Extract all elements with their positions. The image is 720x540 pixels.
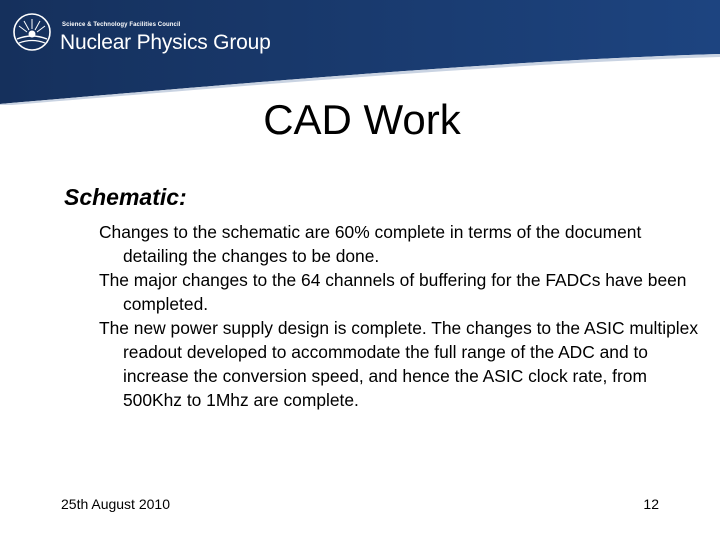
page-number: 12 bbox=[643, 496, 659, 512]
section-heading: Schematic: bbox=[64, 184, 187, 210]
footer-date: 25th August 2010 bbox=[61, 496, 170, 512]
bullet-item: The new power supply design is complete. The changes to the ASIC multiplex readout developed to accommodate the full range of the ADC and to increase the conversion speed, and hence the ASIC clock rate, from 500Khz to 1Mhz are complete. bbox=[99, 318, 699, 410]
header-banner bbox=[0, 0, 720, 105]
slide-title: CAD Work bbox=[263, 96, 461, 143]
bullet-item: The major changes to the 64 channels of buffering for the FADCs have been completed. bbox=[99, 270, 687, 314]
bullet-item: Changes to the schematic are 60% complete in terms of the document detailing the changes to be done. bbox=[99, 222, 642, 266]
stfc-sunrise-icon bbox=[12, 12, 52, 52]
organisation-name: Science & Technology Facilities Council bbox=[62, 22, 181, 28]
bullet-list bbox=[99, 220, 699, 412]
group-name: Nuclear Physics Group bbox=[60, 31, 271, 54]
